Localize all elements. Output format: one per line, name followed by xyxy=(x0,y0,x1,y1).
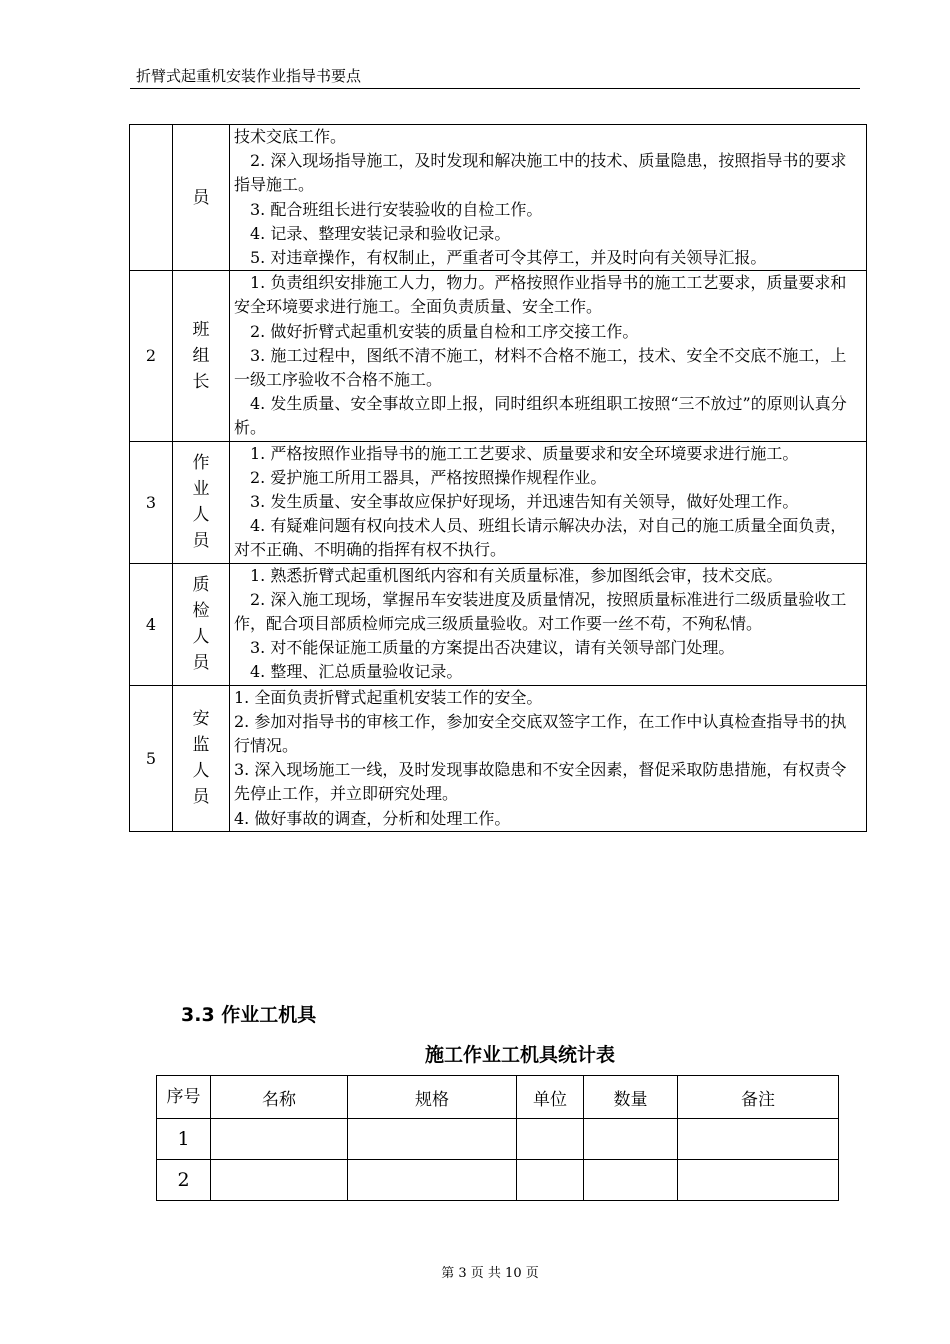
duty-item: 4. 做好事故的调查，分析和处理工作。 xyxy=(234,808,511,828)
tools-cell xyxy=(517,1160,584,1201)
duty-item: 2. 爱护施工所用工器具，严格按照操作规程作业。 xyxy=(250,467,607,487)
tools-cell xyxy=(678,1160,839,1201)
tools-table-title: 施工作业工机具统计表 xyxy=(424,1044,615,1066)
role-char: 员 xyxy=(192,653,210,674)
row-number: 5 xyxy=(130,685,173,831)
row-number: 4 xyxy=(130,563,173,685)
header-spec: 规格 xyxy=(348,1076,517,1119)
duty-item: 3. 发生质量、安全事故应保护好现场，并迅速告知有关领导，做好处理工作。 xyxy=(250,492,799,512)
page-footer: 第 3 页 共 10 页 xyxy=(441,1266,539,1281)
duty-cell xyxy=(230,125,867,271)
header-unit: 单位 xyxy=(517,1076,584,1119)
row-number xyxy=(130,125,173,271)
tools-cell xyxy=(678,1119,839,1160)
duty-cell xyxy=(230,563,867,685)
tools-cell xyxy=(348,1160,517,1201)
duty-item: 1. 全面负责折臂式起重机安装工作的安全。 xyxy=(234,687,543,707)
duty-item: 1. 严格按照作业指导书的施工工艺要求、质量要求和安全环境要求进行施工。 xyxy=(250,443,799,463)
role-char: 班 xyxy=(192,319,210,340)
table-row xyxy=(130,441,867,563)
tools-row-number: 2 xyxy=(157,1160,211,1201)
role-char: 员 xyxy=(192,787,210,808)
row-number: 3 xyxy=(130,441,173,563)
section-heading: 3.3 作业工机具 xyxy=(181,1004,317,1026)
tools-cell xyxy=(348,1119,517,1160)
duty-cell xyxy=(230,685,867,831)
duty-cell xyxy=(230,271,867,441)
duty-item: 2. 深入施工现场，掌握吊车安装进度及质量情况，按照质量标准进行二级质量验收工作，配合项目部质检师完成三级质量验收。对工作要一丝不苟，不殉私情。 xyxy=(234,589,847,634)
header-name: 名称 xyxy=(211,1076,348,1119)
tools-cell xyxy=(517,1119,584,1160)
duty-item: 技术交底工作。 xyxy=(234,127,347,146)
duty-item: 3. 对不能保证施工质量的方案提出否决建议，请有关领导部门处理。 xyxy=(250,638,735,658)
role-char: 检 xyxy=(192,601,210,622)
tools-row xyxy=(157,1119,839,1160)
header-seq: 序号 xyxy=(157,1076,211,1119)
role-char: 质 xyxy=(192,575,210,596)
tools-table xyxy=(156,1075,839,1201)
duty-item: 3. 深入现场施工一线，及时发现事故隐患和不安全因素，督促采取防患措施，有权责令先停止工作，并立即研究处理。 xyxy=(234,760,847,804)
role-char: 人 xyxy=(192,761,210,782)
duty-item: 4. 发生质量、安全事故立即上报，同时组织本班组职工按照“三不放过”的原则认真分析。 xyxy=(234,394,847,438)
role-char: 员 xyxy=(192,531,210,552)
duty-item: 5. 对违章操作，有权制止，严重者可令其停工，并及时向有关领导汇报。 xyxy=(250,248,767,268)
duty-item: 1. 熟悉折臂式起重机图纸内容和有关质量标准，参加图纸会审，技术交底。 xyxy=(250,565,783,585)
role-cell xyxy=(173,441,230,563)
duty-item: 2. 深入现场指导施工，及时发现和解决施工中的技术、质量隐患，按照指导书的要求指导施工。 xyxy=(234,151,847,195)
role-char: 组 xyxy=(192,345,210,366)
duty-item: 2. 参加对指导书的审核工作，参加安全交底双签字工作，在工作中认真检查指导书的执行情况。 xyxy=(234,711,847,756)
role-char: 安 xyxy=(192,709,210,730)
duty-item: 3. 施工过程中，图纸不清不施工，材料不合格不施工，技术、安全不交底不施工，上一级工序验收不合格不施工。 xyxy=(234,345,847,390)
duty-item: 2. 做好折臂式起重机安装的质量自检和工序交接工作。 xyxy=(250,321,639,341)
tools-cell xyxy=(584,1160,678,1201)
role-char: 业 xyxy=(192,479,210,500)
tools-cell xyxy=(211,1119,348,1160)
role-char: 人 xyxy=(192,505,210,526)
role-char: 员 xyxy=(192,187,210,208)
tools-cell xyxy=(584,1119,678,1160)
duty-cell xyxy=(230,441,867,563)
duty-item: 1. 负责组织安排施工人力，物力。严格按照作业指导书的施工工艺要求，质量要求和安全环境要求进行施工。全面负责质量、安全工作。 xyxy=(234,273,847,317)
header-qty: 数量 xyxy=(584,1076,678,1119)
role-char: 长 xyxy=(192,371,210,392)
role-char: 监 xyxy=(192,735,210,756)
role-cell xyxy=(173,271,230,441)
role-cell xyxy=(173,563,230,685)
table-row xyxy=(130,563,867,685)
header-note: 备注 xyxy=(678,1076,839,1119)
role-char: 人 xyxy=(192,627,210,648)
duty-item: 3. 配合班组长进行安装验收的自检工作。 xyxy=(250,199,543,219)
table-row xyxy=(130,271,867,441)
duty-item: 4. 记录、整理安装记录和验收记录。 xyxy=(250,223,511,243)
duty-item: 4. 有疑难问题有权向技术人员、班组长请示解决办法，对自己的施工质量全面负责，对不正确、不明确的指挥有权不执行。 xyxy=(234,516,847,560)
table-row xyxy=(130,125,867,271)
tools-row xyxy=(157,1160,839,1201)
duty-item: 4. 整理、汇总质量验收记录。 xyxy=(250,662,463,682)
role-cell xyxy=(173,125,230,271)
page-header xyxy=(130,64,860,89)
tools-cell xyxy=(211,1160,348,1201)
table-row xyxy=(130,685,867,831)
responsibility-table xyxy=(129,124,867,832)
row-number: 2 xyxy=(130,271,173,441)
role-char: 作 xyxy=(192,453,210,474)
tools-row-number: 1 xyxy=(157,1119,211,1160)
header-title: 折臂式起重机安装作业指导书要点 xyxy=(136,67,362,85)
role-cell xyxy=(173,685,230,831)
tools-header-row xyxy=(157,1076,839,1119)
